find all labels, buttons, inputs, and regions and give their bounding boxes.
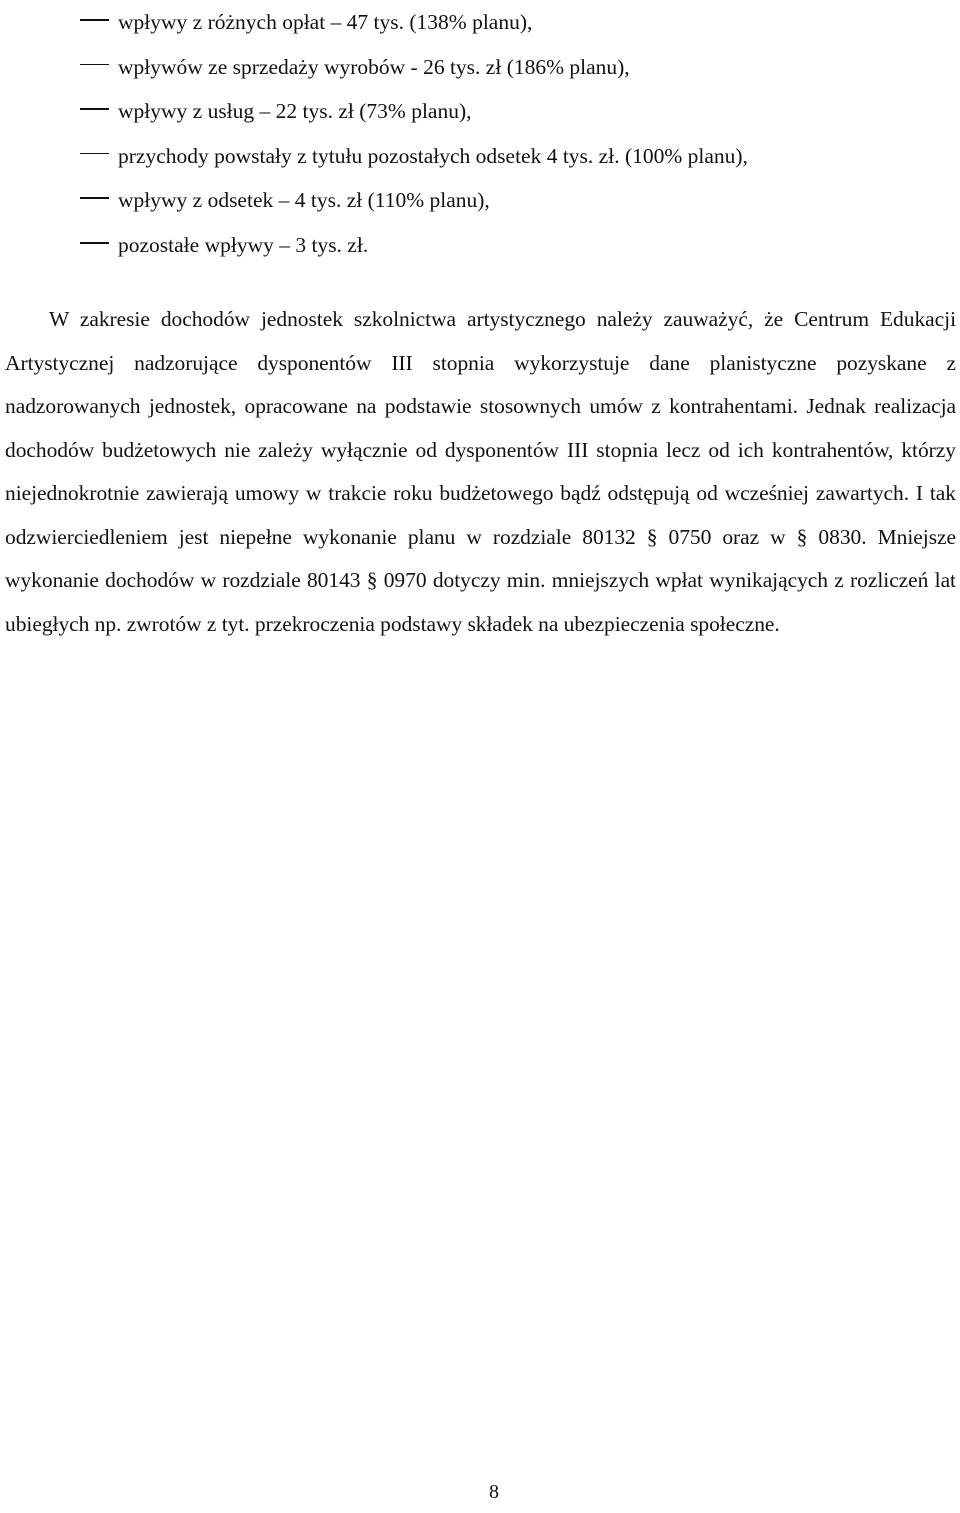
bullet-item bbox=[0, 0, 960, 45]
bullet-item bbox=[0, 134, 960, 179]
income-bullet-list bbox=[0, 0, 960, 268]
bullet-dash bbox=[80, 64, 109, 66]
bullet-item bbox=[0, 45, 960, 90]
body-paragraph: W zakresie dochodów jednostek szkolnictwa artystycznego należy zauważyć, że Centrum Edukacji Artystycznej nadzorujące dysponentów III stopnia wykorzystuje dane planistyczne pozyskane z nadzorowanych jednostek, opracowane na podstawie stosownych umów z kontrahentami. Jednak realizacja dochodów budżetowych nie zależy wyłącznie od dysponentów III stopnia lecz od ich kontrahentów, którzy niejednokrotnie zawierają umowy w trakcie roku budżetowego bądź odstępują od wcześniej zawartych. I tak odzwierciedleniem jest niepełne wykonanie planu w rozdziale 80132 § 0750 oraz w § 0830. Mniejsze wykonanie dochodów w rozdziale 80143 § 0970 dotyczy min. mniejszych wpłat wynikających z rozliczeń lat ubiegłych np. zwrotów z tyt. przekroczenia podstawy składek na ubezpieczenia społeczne. bbox=[5, 307, 956, 636]
bullet-dash bbox=[80, 153, 109, 155]
bullet-text: wpływów ze sprzedaży wyrobów - 26 tys. zł (186% planu), bbox=[118, 54, 630, 79]
bullet-text: pozostałe wpływy – 3 tys. zł. bbox=[118, 232, 369, 257]
bullet-item bbox=[0, 223, 960, 268]
bullet-text: wpływy z usług – 22 tys. zł (73% planu), bbox=[118, 99, 472, 124]
bullet-text: wpływy z różnych opłat – 47 tys. (138% planu), bbox=[118, 10, 533, 34]
bullet-item bbox=[0, 178, 960, 223]
bullet-item bbox=[0, 89, 960, 134]
bullet-dash bbox=[80, 19, 109, 21]
bullet-dash bbox=[80, 197, 109, 199]
bullet-text: wpływy z odsetek – 4 tys. zł (110% planu), bbox=[118, 188, 490, 213]
page-number: 8 bbox=[489, 1481, 499, 1503]
bullet-dash bbox=[80, 242, 109, 244]
bullet-dash bbox=[80, 108, 109, 110]
bullet-text: przychody powstały z tytułu pozostałych odsetek 4 tys. zł. (100% planu), bbox=[118, 143, 748, 168]
